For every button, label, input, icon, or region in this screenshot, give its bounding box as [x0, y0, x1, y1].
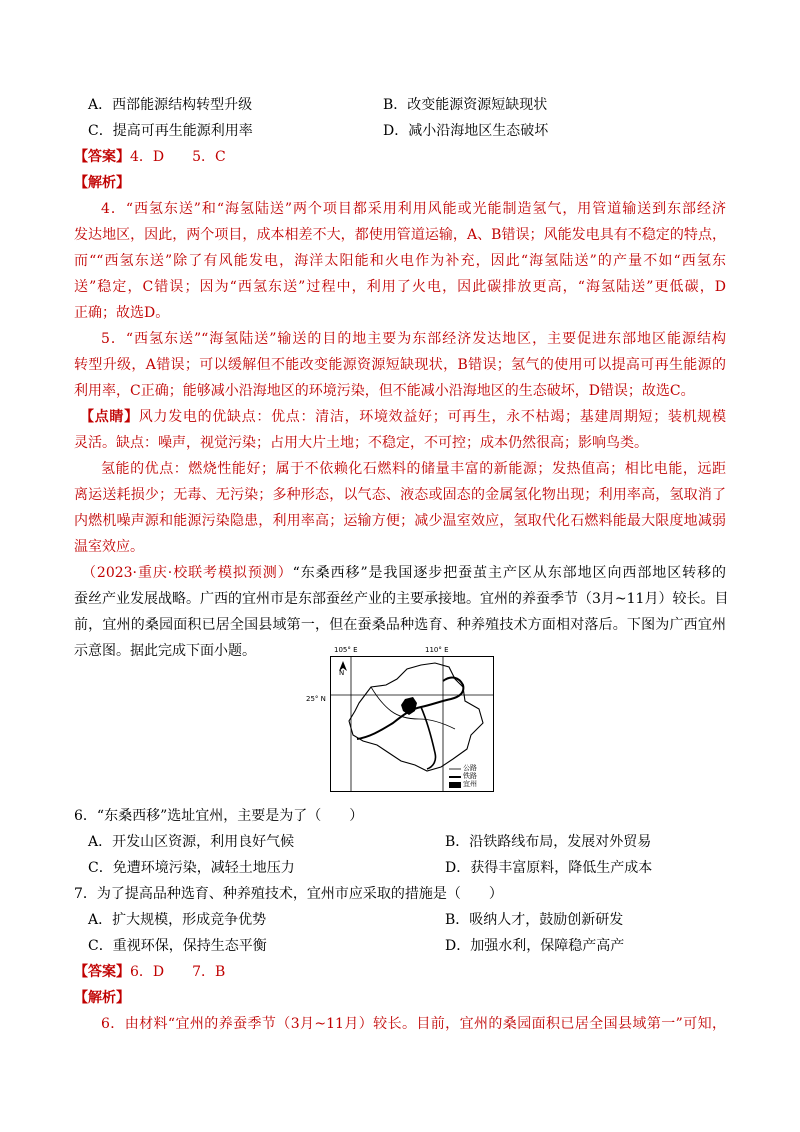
map-lat-label-25: 25° N	[306, 695, 326, 703]
material-text: “东桑西移”是我国逐步把蚕茧主产区从东部地区向西部地区转移的	[292, 565, 726, 581]
answer-text: 4．D 5．C	[130, 149, 226, 165]
legend-road-label: 公路	[463, 764, 477, 772]
q6-option-c: C．免遭环境污染，减轻土地压力	[88, 860, 295, 876]
answer-label: 【答案】	[74, 149, 130, 165]
tip-label: 【点睛】	[80, 409, 139, 425]
question-7-stem: 7．为了提高品种选育、种养殖技术，宜州市应采取的措施是（ ）	[74, 886, 503, 902]
explanation-5-line: 利用率，C正确；能够减小沿海地区的环境污染，但不能减小沿海地区的生态破坏，D错误；故选C。	[74, 383, 695, 399]
tip-line	[80, 406, 726, 428]
option-c: C．提高可再生能源利用率	[88, 123, 253, 139]
tip-line: 内燃机噪声源和能源污染隐患，利用率高；运输方便；减少温室效应，氢取代化石燃料能最大限度地减弱	[74, 513, 726, 529]
province-outline	[349, 663, 483, 771]
legend-yizhou-swatch	[449, 782, 461, 788]
material-line: 蚕丝产业发展战略。广西的宜州市是东部蚕丝产业的主要承接地。宜州的养蚕季节（3月~11月）较长。目	[74, 591, 729, 607]
q7-option-a: A．扩大规模，形成竞争优势	[88, 912, 267, 928]
material-line	[82, 562, 726, 584]
q7-option-c: C．重视环保，保持生态平衡	[88, 938, 267, 954]
option-d: D．减小沿海地区生态破坏	[383, 123, 549, 139]
explanation-5-line: 5．“西氢东送”“海氢陆送”输送的目的地主要为东部经济发达地区，主要促进东部地区能源结构	[101, 331, 726, 347]
legend-yizhou-label: 宜州	[463, 780, 477, 788]
answer-label-2: 【答案】	[74, 964, 130, 980]
q7-option-b: B．吸纳人才，鼓励创新研发	[445, 912, 624, 928]
q6-option-b: B．沿铁路线布局，发展对外贸易	[445, 834, 652, 850]
tip-line: 离运送耗损少；无毒、无污染；多种形态，以气态、液态或固态的金属氢化物出现；利用率高，氢取消了	[74, 487, 726, 503]
railway-branch	[421, 707, 436, 769]
explanation-6-line: 6．由材料“宜州的养蚕季节（3月~11月）较长。目前，宜州的桑园面积已居全国县域第一”可知，	[101, 1016, 726, 1032]
tip-line: 温室效应。	[74, 539, 144, 555]
tip-line: 氢能的优点：燃烧性能好；属于不依赖化石燃料的储量丰富的新能源；发热值高；相比电能，远距	[101, 461, 726, 477]
explanation-4-line: 4．“西氢东送”和“海氢陆送”两个项目都采用利用风能或光能制造氢气，用管道输送到东部经济	[101, 201, 726, 217]
option-b: B．改变能源资源短缺现状	[383, 97, 548, 113]
legend-railway-label: 铁路	[463, 772, 477, 780]
option-a: A．西部能源结构转型升级	[88, 97, 253, 113]
material-line: 示意图。据此完成下面小题。	[74, 643, 256, 659]
answer-block-2	[74, 961, 225, 983]
question-6-stem: 6．“东桑西移”选址宜州，主要是为了（ ）	[74, 808, 364, 824]
material-source: （2023·重庆·校联考模拟预测）	[82, 565, 293, 581]
q6-option-a: A．开发山区资源，利用良好气候	[88, 834, 295, 850]
answer-block	[74, 146, 226, 168]
q6-option-d: D．获得丰富原料，降低生产成本	[445, 860, 653, 876]
tip-line: 灵活。缺点：噪声，视觉污染；占用大片土地；不稳定，不可控；成本仍然很高；影响鸟类。	[74, 435, 648, 451]
tip-text: 风力发电的优缺点：优点：清洁，环境效益好；可再生，永不枯竭；基建周期短；装机规模	[138, 409, 727, 425]
explanation-5-line: 转型升级，A错误；可以缓解但不能改变能源资源短缺现状，B错误；氢气的使用可以提高可再生能源的	[74, 357, 726, 373]
analysis-label-2: 【解析】	[74, 990, 130, 1006]
map-lon-label-105: 105° E	[334, 646, 358, 654]
explanation-4-line: 而““西氢东送”除了有风能发电，海洋太阳能和火电作为补充，因此“海氢陆送”的产量不如“西氢东	[74, 253, 726, 269]
north-label: N	[339, 669, 345, 677]
analysis-label: 【解析】	[74, 175, 130, 191]
material-line: 前，宜州的桑园面积已居全国县域第一，但在蚕桑品种选育、种养殖技术方面相对落后。下图为广西宜州	[74, 617, 726, 633]
explanation-4-line: 发达地区，因此，两个项目，成本相差不大，都使用管道运输，A、B错误；风能发电具有不稳定的特点，	[74, 227, 726, 243]
explanation-4-line: 正确；故选D。	[74, 305, 170, 321]
map-lon-label-110: 110° E	[425, 646, 449, 654]
explanation-4-line: 送”稳定，C错误；因为“西氢东送”过程中，利用了火电，因此碳排放更高，“海氢陆送”更低碳，D	[74, 279, 726, 295]
yizhou-area	[401, 697, 417, 715]
answer-text-2: 6．D 7．B	[130, 964, 226, 980]
q7-option-d: D．加强水利，保障稳产高产	[445, 938, 625, 954]
